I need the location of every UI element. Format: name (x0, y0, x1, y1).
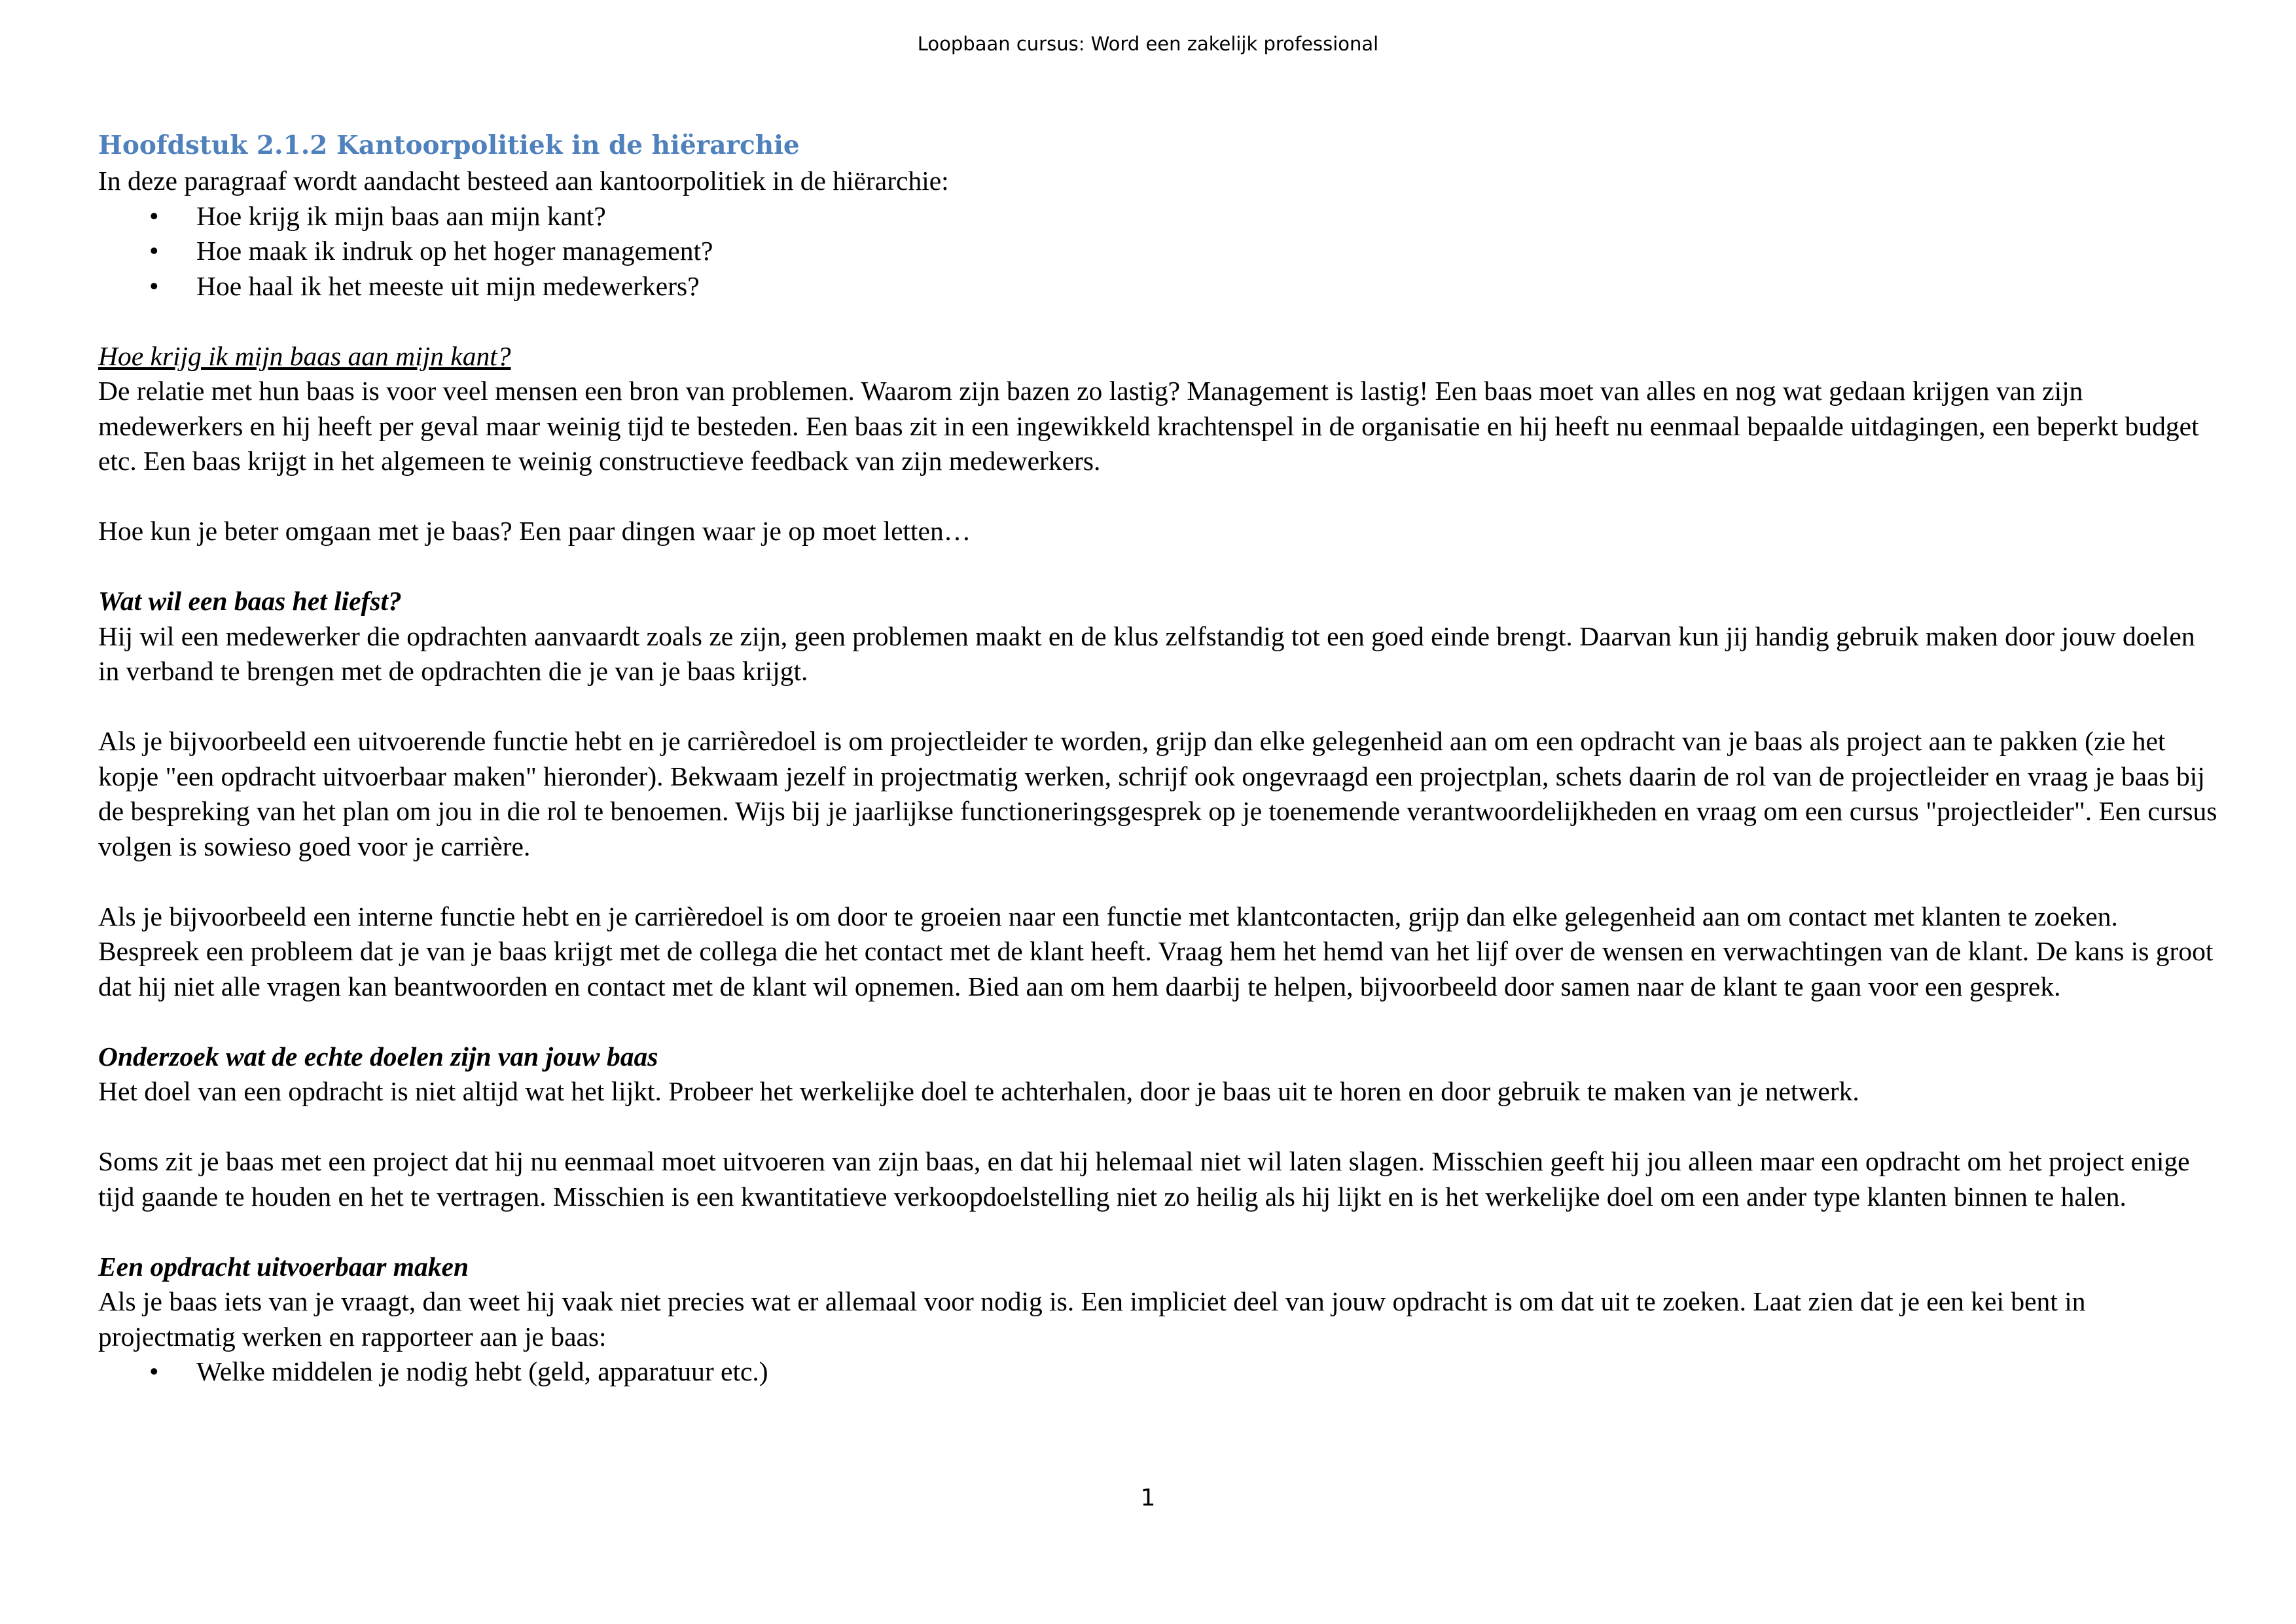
section-heading-what-boss-wants: Wat wil een baas het liefst? (98, 586, 402, 616)
list-item (98, 234, 2219, 269)
paragraph-gap (98, 479, 2219, 514)
running-header: Loopbaan cursus: Word een zakelijk professional (917, 33, 1379, 55)
paragraph-gap (98, 864, 2219, 899)
section-heading-boss-on-side: Hoe krijg ik mijn baas aan mijn kant? (98, 340, 511, 371)
paragraph-gap (98, 304, 2219, 339)
paragraph-gap (98, 689, 2219, 725)
body-paragraph: De relatie met hun baas is voor veel mensen een bron van problemen. Waarom zijn bazen zo lastig? Management is lastig! Een baas moet van alles en nog wat gedaan krijgen van zijn medewerkers en hij heeft per geval maar weinig tijd te besteden. Een baas zit in een ingewikkeld krachtenspel in de organisatie en hij heeft nu eenmaal bepaalde uitdagingen, een beperkt budget etc. Een baas krijgt in het algemeen te weinig constructieve feedback van zijn medewerkers. (98, 376, 2199, 476)
paragraph-gap (98, 549, 2219, 585)
page-number: 1 (1140, 1485, 1156, 1511)
body-paragraph: Als je bijvoorbeeld een interne functie hebt en je carrièredoel is om door te groeien naar een functie met klantcontacten, grijp dan elke gelegenheid aan om contact met klanten te zoeken. Bespreek een probleem dat je van je baas krijgt met de collega die het contact met de klant heeft. Vraag hem het hemd van het lijf over de wensen en verwachtingen van de klant. De kans is groot dat hij niet alle vragen kan beantwoorden en contact met de klant wil opnemen. Bied aan om hem daarbij te helpen, bijvoorbeeld door samen naar de klant te gaan voor een gesprek. (98, 901, 2214, 1001)
list-item-text: Hoe maak ik indruk op het hoger management? (196, 236, 713, 266)
body-paragraph: Hoe kun je beter omgaan met je baas? Een paar dingen waar je op moet letten… (98, 516, 971, 546)
body-paragraph: Soms zit je baas met een project dat hij nu eenmaal moet uitvoeren van zijn baas, en dat hij helemaal niet wil laten slagen. Misschien geeft hij jou alleen maar een opdracht om het project enige tijd gaande te houden en het te vertragen. Misschien is een kwantitatieve verkoopdoelstelling niet zo heilig als hij lijkt en is het werkelijke doel om een ander type klanten binnen te halen. (98, 1146, 2190, 1212)
list-item-text: Hoe haal ik het meeste uit mijn medewerkers? (196, 270, 700, 301)
list-item-text: Hoe krijg ik mijn baas aan mijn kant? (196, 200, 606, 231)
paragraph-gap (98, 1214, 2219, 1250)
section-heading-executable-assignment: Een opdracht uitvoerbaar maken (98, 1251, 469, 1282)
bullet-icon: • (149, 1356, 159, 1386)
list-item (98, 269, 2219, 304)
bullet-icon: • (149, 200, 159, 231)
body-paragraph: Als je bijvoorbeeld een uitvoerende functie hebt en je carrièredoel is om projectleider te worden, grijp dan elke gelegenheid aan om een opdracht van je baas als project aan te pakken (zie het kopje "een opdracht uitvoerbaar maken" hieronder). Bekwaam jezelf in projectmatig werken, schrijf ook ongevraagd een projectplan, schets daarin de rol van de projectleider en vraag je baas bij de bespreking van het plan om jou in die rol te benoemen. Wijs bij je jaarlijkse functioneringsgesprek op je toenemende verantwoordelijkheden en vraag om een cursus "projectleider". Een cursus volgen is sowieso goed voor je carrière. (98, 726, 2217, 861)
bullet-icon: • (149, 270, 159, 301)
chapter-title: Hoofdstuk 2.1.2 Kantoorpolitiek in de hiërarchie (98, 130, 800, 160)
intro-list (98, 199, 2219, 304)
bullet-icon: • (149, 236, 159, 266)
body-paragraph: Hij wil een medewerker die opdrachten aanvaardt zoals ze zijn, geen problemen maakt en de klus zelfstandig tot een goed einde brengt. Daarvan kun jij handig gebruik maken door jouw doelen in verband te brengen met de opdrachten die je van je baas krijgt. (98, 621, 2195, 686)
body-paragraph: Het doel van een opdracht is niet altijd wat het lijkt. Probeer het werkelijke doel te achterhalen, door je baas uit te horen en door gebruik te maken van je netwerk. (98, 1076, 1859, 1106)
report-list (98, 1354, 2219, 1390)
list-item (98, 199, 2219, 234)
body-paragraph: Als je baas iets van je vraagt, dan weet hij vaak niet precies wat er allemaal voor nodig is. Een impliciet deel van jouw opdracht is om dat uit te zoeken. Laat zien dat je een kei bent in projectmatig werken en rapporteer aan je baas: (98, 1286, 2086, 1352)
paragraph-gap (98, 1110, 2219, 1145)
section-heading-real-goals: Onderzoek wat de echte doelen zijn van jouw baas (98, 1041, 658, 1072)
list-item (98, 1354, 2219, 1390)
paragraph-gap (98, 1004, 2219, 1039)
list-item-text: Welke middelen je nodig hebt (geld, apparatuur etc.) (196, 1356, 768, 1386)
intro-paragraph: In deze paragraaf wordt aandacht besteed aan kantoorpolitiek in de hiërarchie: (98, 166, 949, 196)
page-body (98, 128, 2219, 1390)
